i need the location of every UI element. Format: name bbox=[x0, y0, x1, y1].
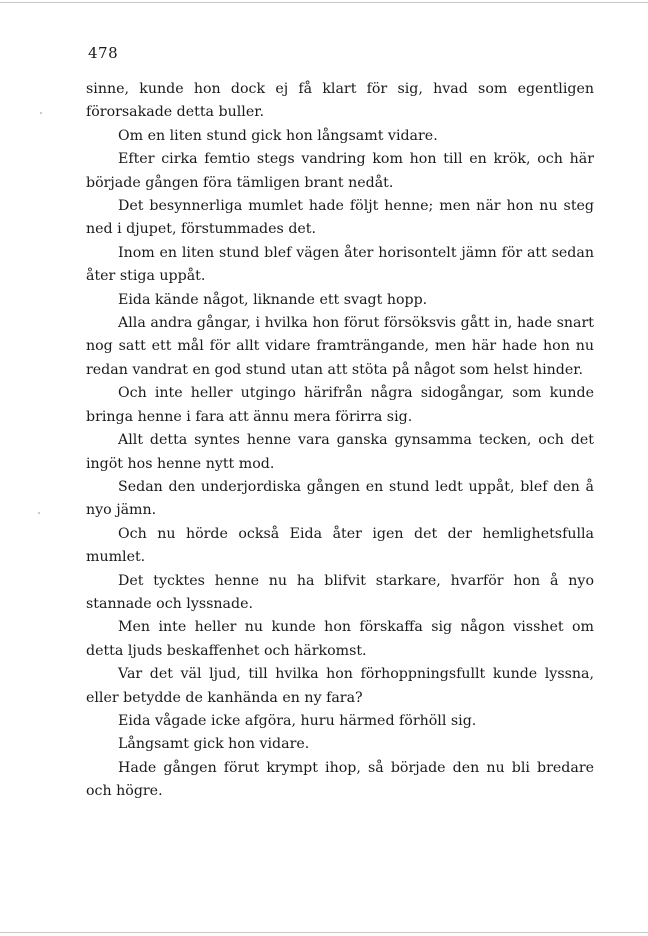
paragraph: Och inte heller utgingo härifrån några sidogångar, som kunde bringa henne i fara att ännu mera förirra sig. bbox=[86, 385, 594, 425]
paragraph: Hade gången förut krympt ihop, så började den nu bli bredare och högre. bbox=[86, 759, 594, 800]
paragraph: Eida kände något, liknande ett svagt hopp. bbox=[118, 291, 428, 308]
paragraph: Efter cirka femtio stegs vandring kom hon till en krök, och här började gången föra tämligen brant nedåt. bbox=[86, 151, 594, 191]
paragraph: Inom en liten stund blef vägen åter horisontelt jämn för att sedan åter stiga uppåt. bbox=[86, 244, 594, 285]
paragraph: Men inte heller nu kunde hon förskaffa sig någon visshet om detta ljuds beskaffenhet och härkomst. bbox=[86, 619, 594, 659]
paragraph: Det besynnerliga mumlet hade följt henne; men när hon nu steg ned i djupet, förstummades det. bbox=[86, 198, 594, 238]
paragraph: Var det väl ljud, till hvilka hon förhoppningsfullt kunde lyssna, eller betydde de kanhända en ny fara? bbox=[86, 666, 594, 706]
margin-speck bbox=[38, 512, 40, 514]
paragraph: Alla andra gångar, i hvilka hon förut försöksvis gått in, hade snart nog satt ett mål för allt vidare framträngande, men här hade hon nu redan vandrat en god stund utan att stöta på något som helst hinder. bbox=[86, 315, 594, 378]
paragraph: Om en liten stund gick hon långsamt vidare. bbox=[118, 127, 438, 144]
paragraph: Allt detta syntes henne vara ganska gynsamma tecken, och det ingöt hos henne nytt mod. bbox=[86, 432, 594, 472]
paragraph: Det tycktes henne nu ha blifvit starkare, hvarför hon å nyo stannade och lyssnade. bbox=[86, 572, 594, 612]
paragraph: Sedan den underjordiska gången en stund ledt uppåt, blef den å nyo jämn. bbox=[86, 478, 594, 519]
paragraph: Eida vågade icke afgöra, huru härmed förhöll sig. bbox=[118, 712, 477, 729]
bottom-scan-edge bbox=[0, 932, 648, 933]
paragraph: Och nu hörde också Eida åter igen det der hemlighetsfulla mumlet. bbox=[86, 525, 594, 566]
page-number: 478 bbox=[88, 44, 119, 62]
paragraph: Långsamt gick hon vidare. bbox=[118, 736, 310, 753]
top-scan-edge bbox=[0, 2, 648, 3]
margin-speck bbox=[40, 112, 42, 114]
body-text bbox=[86, 78, 594, 804]
paragraph: sinne, kunde hon dock ej få klart för sig, hvad som egentligen förorsakade detta buller. bbox=[86, 81, 594, 121]
